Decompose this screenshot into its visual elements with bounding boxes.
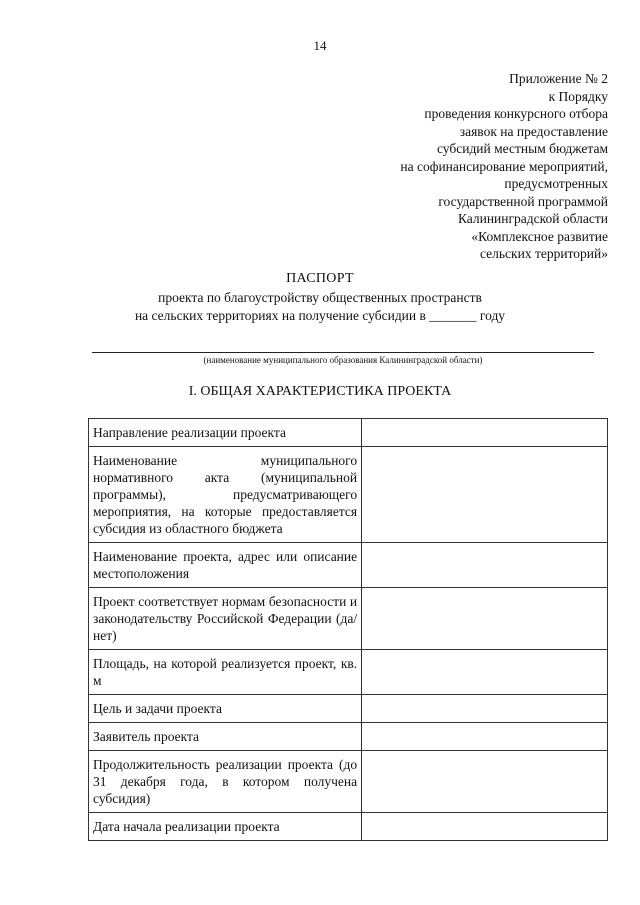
appendix-line: на софинансирование мероприятий, [400, 158, 608, 174]
row-label: Площадь, на которой реализуется проект, кв. м [89, 650, 362, 695]
row-label: Проект соответствует нормам безопасности и законодательству Российской Федерации (да/нет) [89, 588, 362, 650]
municipality-underline [92, 352, 594, 353]
row-value [362, 543, 608, 588]
row-label: Направление реализации проекта [89, 419, 362, 447]
passport-title: ПАСПОРТ [286, 271, 354, 286]
table-row [89, 695, 608, 723]
row-value [362, 588, 608, 650]
appendix-line: Приложение № 2 [509, 71, 608, 86]
row-value [362, 813, 608, 841]
table-row [89, 588, 608, 650]
appendix-line: государственной программой [438, 193, 608, 209]
municipality-caption: (наименование муниципального образования Калининградской области) [203, 355, 483, 365]
row-value [362, 695, 608, 723]
row-value [362, 751, 608, 813]
appendix-line: Калининградской области [457, 211, 608, 226]
row-value [362, 447, 608, 543]
row-label: Дата начала реализации проекта [89, 813, 362, 841]
appendix-line: субсидий местным бюджетам [436, 141, 608, 156]
table-row [89, 813, 608, 841]
table-row [89, 650, 608, 695]
appendix-line: «Комплексное развитие [471, 228, 608, 244]
table-row [89, 447, 608, 543]
table-row [89, 543, 608, 588]
passport-subtitle [0, 289, 640, 325]
row-label: Цель и задачи проекта [89, 695, 362, 723]
row-label: Наименование муниципального нормативного акта (муниципальной программы), предусматривающего мероприятия, на которые предоставляется субсидия из областного бюджета [89, 447, 362, 543]
row-value [362, 419, 608, 447]
row-label: Продолжительность реализации проекта (до 31 декабря года, в котором получена субсидия) [89, 751, 362, 813]
section-title: I. ОБЩАЯ ХАРАКТЕРИСТИКА ПРОЕКТА [188, 384, 452, 399]
row-label: Наименование проекта, адрес или описание местоположения [89, 543, 362, 588]
passport-subtitle-line: проекта по благоустройству общественных пространств [158, 290, 482, 305]
table-row [89, 751, 608, 813]
page-number: 14 [313, 38, 327, 53]
appendix-line: заявок на предоставление [459, 123, 608, 139]
row-label: Заявитель проекта [89, 723, 362, 751]
table-row [89, 419, 608, 447]
appendix-line: проведения конкурсного отбора [424, 106, 608, 121]
appendix-header [288, 70, 608, 263]
appendix-line: к Порядку [548, 88, 608, 104]
project-characteristics-table [88, 418, 608, 841]
passport-subtitle-line: на сельских территориях на получение субсидии в _______ году [134, 308, 506, 323]
row-value [362, 650, 608, 695]
row-value [362, 723, 608, 751]
table-row [89, 723, 608, 751]
appendix-line: сельских территорий» [480, 246, 608, 261]
appendix-line: предусмотренных [504, 176, 608, 191]
